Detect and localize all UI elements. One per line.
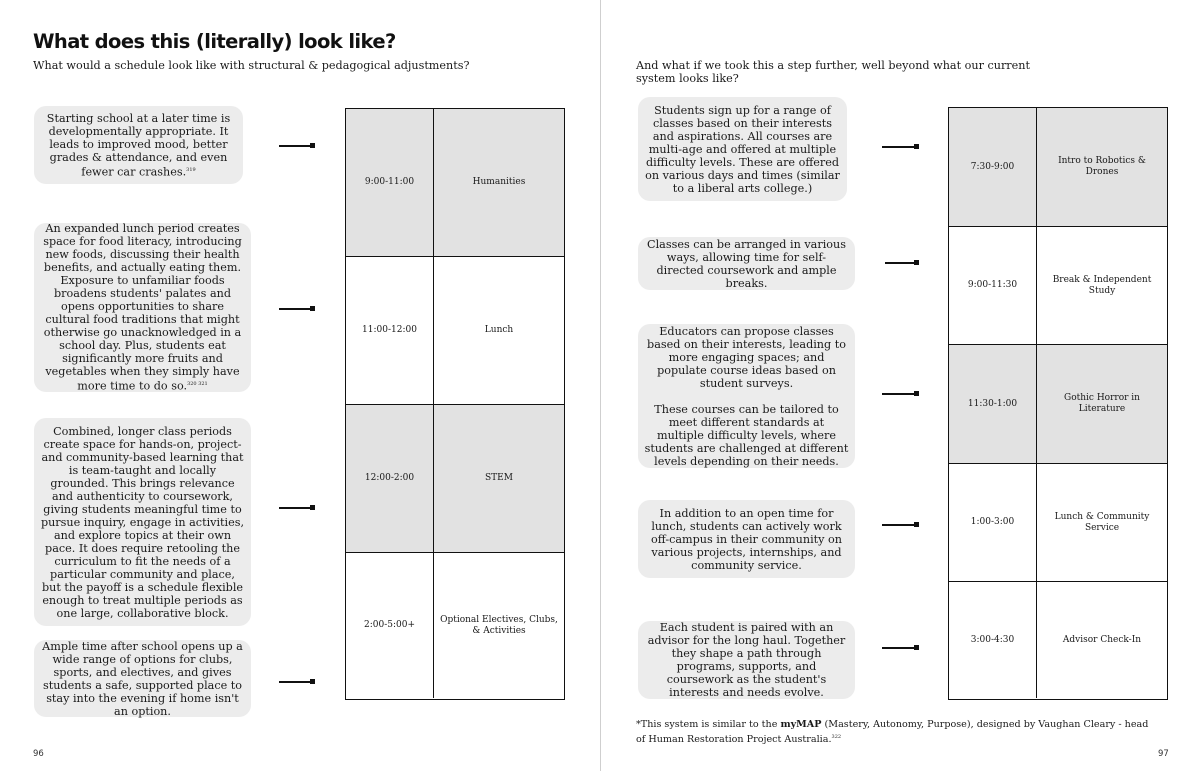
bubble-text: Each student is paired with an advisor for the long haul. Together they shape a path through programs, supports, and coursework as the student's interests and needs evolve. xyxy=(647,621,846,699)
footnote-text: *This system is similar to the xyxy=(636,719,781,730)
connector-line xyxy=(279,308,313,310)
time-slot: 11:30-1:00 xyxy=(949,345,1037,463)
activity-cell: Optional Electives, Clubs, & Activities xyxy=(440,614,558,636)
connector-line xyxy=(882,647,917,649)
activity-cell: Intro to Robotics & Drones xyxy=(1058,156,1146,177)
page-number: 97 xyxy=(1158,749,1169,759)
footnote-text: (Mastery, Autonomy, Purpose), designed by Vaughan Cleary - head of Human Restoration Project Australia. xyxy=(636,719,1149,746)
activity-cell: Humanities xyxy=(472,177,526,187)
bubble-text: Ample time after school opens up a wide range of options for clubs, sports, and electives, and gives students a safe, supported place to stay into the evening if home isn't an option. xyxy=(42,639,243,718)
time-slot: 12:00-2:00 xyxy=(346,405,434,552)
bubble-text: Combined, longer class periods create space for hands-on, project- and community-based learning that is team-taught and locally grounded. This brings relevance and authenticity to coursework, giving students meaningful time to pursue inquiry, engage in activities, and explore topics at their own pace. It does require retooling the curriculum to fit the needs of a particular community and place, but the payoff is a schedule flexible enough to treat multiple periods as one large, collaborative block. xyxy=(40,424,245,620)
left-bubble-after-school xyxy=(34,640,251,717)
connector-line xyxy=(885,262,917,264)
right-bubble-advisor xyxy=(638,621,855,699)
footnote-ref: 322 xyxy=(831,734,842,740)
right-bubble-educators xyxy=(638,324,855,468)
page-title: What does this (literally) look like? xyxy=(33,30,396,53)
bubble-text: In addition to an open time for lunch, students can actively work off-campus in their community on various projects, internships, and community service. xyxy=(651,506,842,572)
schedule-row xyxy=(949,345,1167,464)
activity-cell: Lunch xyxy=(484,325,514,335)
time-slot: 9:00-11:30 xyxy=(949,227,1037,344)
schedule-row xyxy=(346,553,564,698)
schedule-table-left xyxy=(345,108,565,700)
bubble-text: Classes can be arranged in various ways, allowing time for self-directed coursework and ample breaks. xyxy=(647,237,846,290)
left-subtitle: What would a schedule look like with structural & pedagogical adjustments? xyxy=(33,59,470,72)
activity-cell: Advisor Check-In xyxy=(1062,634,1142,645)
time-slot: 1:00-3:00 xyxy=(949,464,1037,581)
connector-line xyxy=(279,681,313,683)
activity-cell: Lunch & Community Service xyxy=(1054,511,1150,533)
right-subtitle: And what if we took this a step further, well beyond what our current system looks like? xyxy=(636,59,1030,85)
bubble-text: Starting school at a later time is developmentally appropriate. It leads to improved mood, better grades & attendance, and even fewer car crashes. xyxy=(46,111,231,179)
left-bubble-lunch xyxy=(34,223,251,392)
time-slot: 7:30-9:00 xyxy=(949,108,1037,226)
schedule-row xyxy=(949,227,1167,345)
activity-cell: Gothic Horror in Literature xyxy=(1064,393,1140,414)
footnote-program-name: myMAP xyxy=(780,719,822,730)
bubble-text: An expanded lunch period creates space for food literacy, introducing new foods, discussing their health benefits, and actually eating them. Exposure to unfamiliar foods broadens students' palates and opens opportunities to share cultural food traditions that might otherwise go unacknowledged in a school day. Plus, students eat significantly more fruits and vegetables when they simply have more time to do so. xyxy=(43,222,242,393)
connector-line xyxy=(882,146,917,148)
bubble-text: Students sign up for a range of classes based on their interests and aspirations. All courses are multi-age and offered at multiple difficulty levels. These are offered on various days and times (similar to a liberal arts college.) xyxy=(645,103,840,195)
connector-line xyxy=(882,524,917,526)
page-number: 96 xyxy=(33,749,44,759)
activity-cell: Break & Independent Study xyxy=(1052,274,1152,296)
bubble-text: These courses can be tailored to meet different standards at multiple difficulty levels, where students are challenged at different levels depending on their needs. xyxy=(644,402,849,468)
schedule-table-right xyxy=(948,107,1168,700)
left-bubble-start-time xyxy=(34,106,243,184)
footnote-ref: 319 xyxy=(186,166,196,173)
footnote-ref: 320 321 xyxy=(187,381,208,388)
activity-cell: STEM xyxy=(485,473,513,483)
schedule-row xyxy=(949,108,1167,227)
right-bubble-sign-up xyxy=(638,97,847,201)
footnote xyxy=(636,719,1156,746)
left-bubble-class-periods xyxy=(34,418,251,626)
time-slot: 3:00-4:30 xyxy=(949,582,1037,698)
schedule-row xyxy=(346,405,564,553)
connector-line xyxy=(279,145,313,147)
schedule-row xyxy=(346,257,564,405)
time-slot: 11:00-12:00 xyxy=(346,257,434,404)
time-slot: 9:00-11:00 xyxy=(346,109,434,256)
bubble-text: Educators can propose classes based on their interests, leading to more engaging spaces; and populate course ideas based on student surveys. xyxy=(647,324,846,390)
connector-line xyxy=(279,507,313,509)
time-slot: 2:00-5:00+ xyxy=(346,553,434,698)
right-bubble-arrangement xyxy=(638,237,855,290)
right-bubble-open-lunch xyxy=(638,500,855,578)
schedule-row xyxy=(949,582,1167,698)
schedule-row xyxy=(346,109,564,257)
right-page xyxy=(601,0,1200,771)
connector-line xyxy=(882,393,917,395)
schedule-row xyxy=(949,464,1167,582)
